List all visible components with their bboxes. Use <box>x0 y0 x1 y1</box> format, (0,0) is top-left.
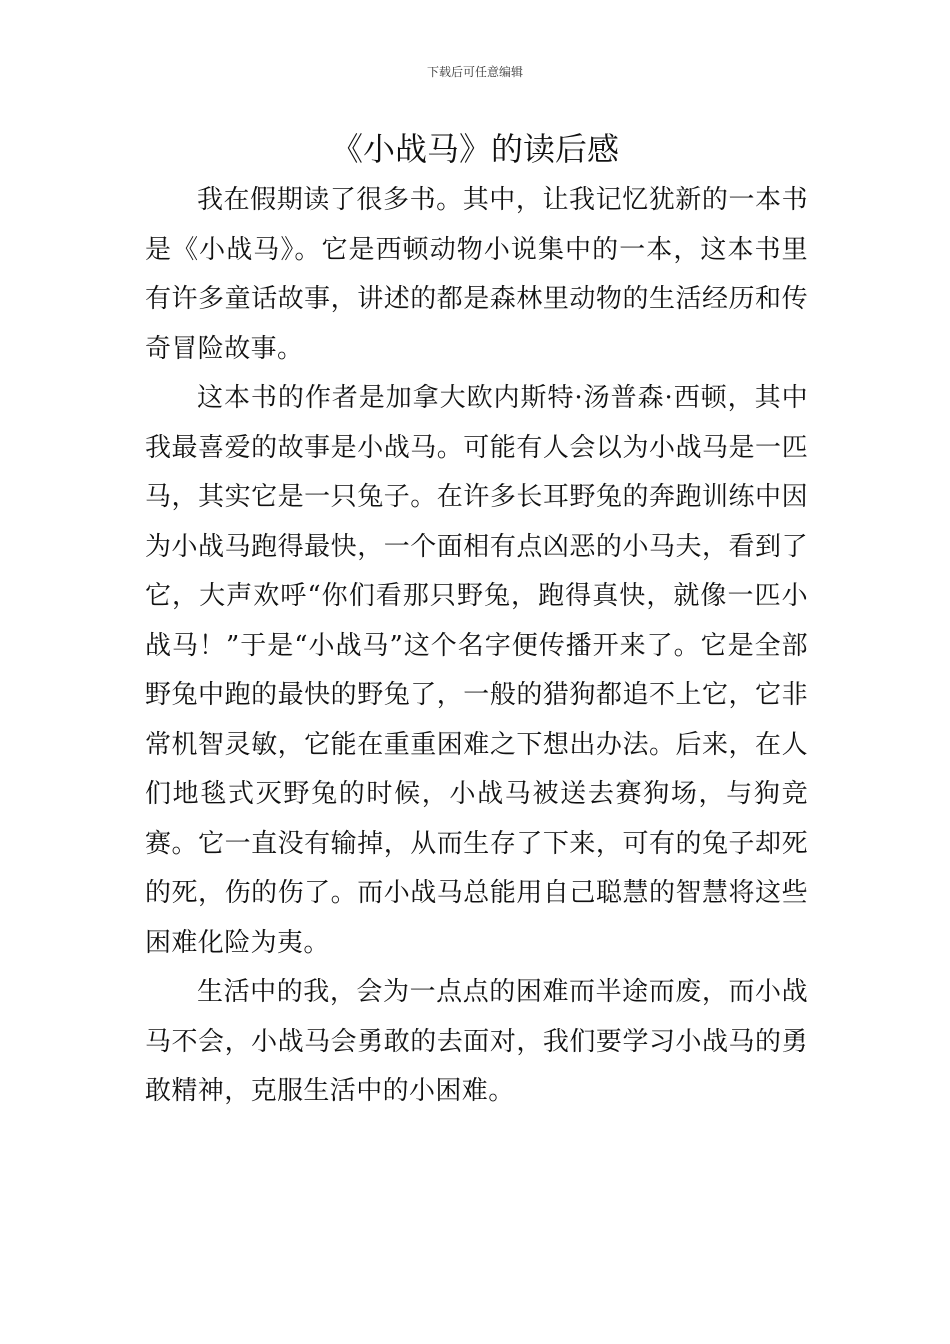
header-note: 下载后可任意编辑 <box>426 65 523 79</box>
body-text <box>145 176 808 1117</box>
paragraph-3: 生活中的我，会为一点点的困难而半途而废，而小战马不会，小战马会勇敢的去面对，我们要学习小战马的勇敢精神，克服生活中的小困难。 <box>145 977 808 1106</box>
paragraph-2: 这本书的作者是加拿大欧内斯特·汤普森·西顿，其中我最喜爱的故事是小战马。可能有人会以为小战马是一匹马，其实它是一只兔子。在许多长耳野兔的奔跑训练中因为小战马跑得最快，一个面相有点凶恶的小马夫，看到了它，大声欢呼“你们看那只野兔，跑得真快，就像一匹小战马！”于是“小战马”这个名字便传播开来了。它是全部野兔中跑的最快的野兔了，一般的猎狗都追不上它，它非常机智灵敏，它能在重重困难之下想出办法。后来，在人们地毯式灭野兔的时候，小战马被送去赛狗场，与狗竞赛。它一直没有输掉，从而生存了下来，可有的兔子却死的死，伤的伤了。而小战马总能用自己聪慧的智慧将这些困难化险为夷。 <box>145 383 808 958</box>
page-title: 《小战马》的读后感 <box>330 130 619 168</box>
paragraph-1: 我在假期读了很多书。其中，让我记忆犹新的一本书是《小战马》。它是西顿动物小说集中的一本，这本书里有许多童话故事，讲述的都是森林里动物的生活经历和传奇冒险故事。 <box>145 185 808 364</box>
